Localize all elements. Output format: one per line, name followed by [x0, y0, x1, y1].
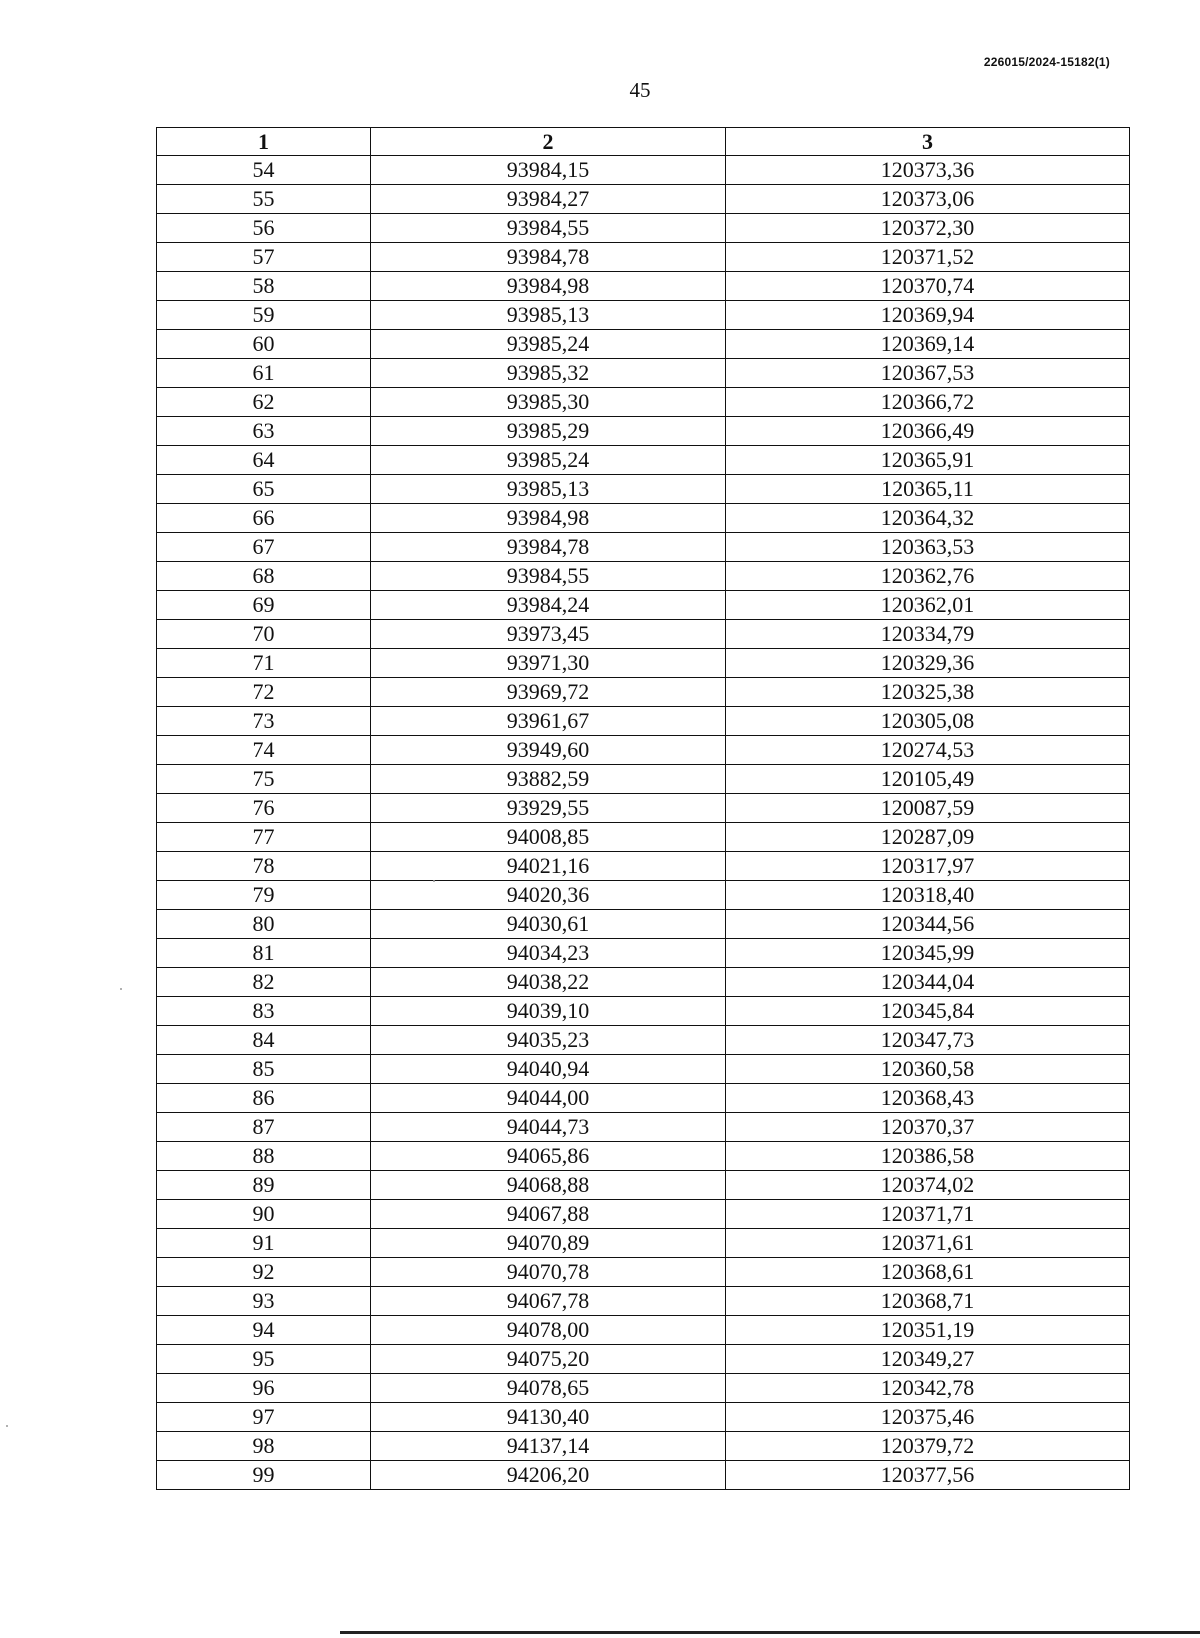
x-coordinate-cell: 93984,78 — [371, 243, 726, 272]
point-number-cell: 56 — [157, 214, 371, 243]
table-row — [157, 1142, 1130, 1171]
point-number-cell: 66 — [157, 504, 371, 533]
x-coordinate-cell: 93984,27 — [371, 185, 726, 214]
x-coordinate-cell: 94044,73 — [371, 1113, 726, 1142]
table-row — [157, 707, 1130, 736]
x-coordinate-cell: 94067,78 — [371, 1287, 726, 1316]
x-coordinate-cell: 93984,15 — [371, 156, 726, 185]
y-coordinate-cell: 120334,79 — [726, 620, 1130, 649]
y-coordinate-cell: 120365,11 — [726, 475, 1130, 504]
point-number-cell: 97 — [157, 1403, 371, 1432]
table-row — [157, 504, 1130, 533]
y-coordinate-cell: 120347,73 — [726, 1026, 1130, 1055]
y-coordinate-cell: 120371,52 — [726, 243, 1130, 272]
table-row — [157, 185, 1130, 214]
y-coordinate-cell: 120287,09 — [726, 823, 1130, 852]
point-number-cell: 88 — [157, 1142, 371, 1171]
table-header-row — [157, 128, 1130, 156]
table-row — [157, 620, 1130, 649]
y-coordinate-cell: 120349,27 — [726, 1345, 1130, 1374]
x-coordinate-cell: 94039,10 — [371, 997, 726, 1026]
point-number-cell: 63 — [157, 417, 371, 446]
y-coordinate-cell: 120329,36 — [726, 649, 1130, 678]
table-row — [157, 852, 1130, 881]
x-coordinate-cell: 93984,55 — [371, 562, 726, 591]
point-number-cell: 72 — [157, 678, 371, 707]
x-coordinate-cell: 93971,30 — [371, 649, 726, 678]
x-coordinate-cell: 93973,45 — [371, 620, 726, 649]
table-row — [157, 591, 1130, 620]
page-number: 45 — [629, 78, 651, 102]
x-coordinate-cell: 94065,86 — [371, 1142, 726, 1171]
y-coordinate-cell: 120344,56 — [726, 910, 1130, 939]
x-coordinate-cell: 93984,98 — [371, 504, 726, 533]
table-row — [157, 1171, 1130, 1200]
x-coordinate-cell: 94067,88 — [371, 1200, 726, 1229]
y-coordinate-cell: 120386,58 — [726, 1142, 1130, 1171]
coordinates-table-container — [156, 127, 1129, 1490]
table-row — [157, 1084, 1130, 1113]
x-coordinate-cell: 94038,22 — [371, 968, 726, 997]
coordinates-table — [156, 127, 1130, 1490]
x-coordinate-cell: 93985,29 — [371, 417, 726, 446]
scan-speck — [6, 1425, 8, 1427]
column-header-1: 1 — [157, 128, 371, 156]
y-coordinate-cell: 120371,61 — [726, 1229, 1130, 1258]
x-coordinate-cell: 94034,23 — [371, 939, 726, 968]
y-coordinate-cell: 120368,71 — [726, 1287, 1130, 1316]
table-row — [157, 243, 1130, 272]
y-coordinate-cell: 120372,30 — [726, 214, 1130, 243]
table-row — [157, 1026, 1130, 1055]
point-number-cell: 83 — [157, 997, 371, 1026]
table-row — [157, 1229, 1130, 1258]
y-coordinate-cell: 120367,53 — [726, 359, 1130, 388]
y-coordinate-cell: 120368,61 — [726, 1258, 1130, 1287]
x-coordinate-cell: 93929,55 — [371, 794, 726, 823]
table-row — [157, 1200, 1130, 1229]
point-number-cell: 89 — [157, 1171, 371, 1200]
table-row — [157, 881, 1130, 910]
y-coordinate-cell: 120087,59 — [726, 794, 1130, 823]
y-coordinate-cell: 120373,06 — [726, 185, 1130, 214]
point-number-cell: 99 — [157, 1461, 371, 1490]
point-number-cell: 85 — [157, 1055, 371, 1084]
table-row — [157, 388, 1130, 417]
point-number-cell: 74 — [157, 736, 371, 765]
x-coordinate-cell: 94040,94 — [371, 1055, 726, 1084]
point-number-cell: 64 — [157, 446, 371, 475]
table-row — [157, 359, 1130, 388]
table-row — [157, 475, 1130, 504]
table-row — [157, 446, 1130, 475]
point-number-cell: 78 — [157, 852, 371, 881]
point-number-cell: 87 — [157, 1113, 371, 1142]
point-number-cell: 86 — [157, 1084, 371, 1113]
point-number-cell: 62 — [157, 388, 371, 417]
point-number-cell: 73 — [157, 707, 371, 736]
y-coordinate-cell: 120365,91 — [726, 446, 1130, 475]
table-row — [157, 649, 1130, 678]
column-header-3: 3 — [726, 128, 1130, 156]
point-number-cell: 55 — [157, 185, 371, 214]
y-coordinate-cell: 120342,78 — [726, 1374, 1130, 1403]
table-row — [157, 1113, 1130, 1142]
table-row — [157, 823, 1130, 852]
y-coordinate-cell: 120375,46 — [726, 1403, 1130, 1432]
y-coordinate-cell: 120274,53 — [726, 736, 1130, 765]
x-coordinate-cell: 93985,24 — [371, 446, 726, 475]
y-coordinate-cell: 120366,49 — [726, 417, 1130, 446]
point-number-cell: 77 — [157, 823, 371, 852]
x-coordinate-cell: 93985,24 — [371, 330, 726, 359]
point-number-cell: 59 — [157, 301, 371, 330]
x-coordinate-cell: 93882,59 — [371, 765, 726, 794]
x-coordinate-cell: 94206,20 — [371, 1461, 726, 1490]
table-body — [157, 156, 1130, 1490]
point-number-cell: 80 — [157, 910, 371, 939]
y-coordinate-cell: 120377,56 — [726, 1461, 1130, 1490]
x-coordinate-cell: 93984,24 — [371, 591, 726, 620]
table-row — [157, 1316, 1130, 1345]
x-coordinate-cell: 93985,13 — [371, 301, 726, 330]
y-coordinate-cell: 120371,71 — [726, 1200, 1130, 1229]
point-number-cell: 79 — [157, 881, 371, 910]
x-coordinate-cell: 94070,89 — [371, 1229, 726, 1258]
table-row — [157, 417, 1130, 446]
x-coordinate-cell: 93984,78 — [371, 533, 726, 562]
table-row — [157, 794, 1130, 823]
y-coordinate-cell: 120374,02 — [726, 1171, 1130, 1200]
x-coordinate-cell: 94035,23 — [371, 1026, 726, 1055]
y-coordinate-cell: 120351,19 — [726, 1316, 1130, 1345]
table-row — [157, 562, 1130, 591]
table-row — [157, 910, 1130, 939]
x-coordinate-cell: 94030,61 — [371, 910, 726, 939]
y-coordinate-cell: 120362,76 — [726, 562, 1130, 591]
y-coordinate-cell: 120364,32 — [726, 504, 1130, 533]
y-coordinate-cell: 120305,08 — [726, 707, 1130, 736]
table-row — [157, 1403, 1130, 1432]
table-row — [157, 1374, 1130, 1403]
table-row — [157, 533, 1130, 562]
x-coordinate-cell: 94075,20 — [371, 1345, 726, 1374]
x-coordinate-cell: 94044,00 — [371, 1084, 726, 1113]
y-coordinate-cell: 120370,37 — [726, 1113, 1130, 1142]
x-coordinate-cell: 94137,14 — [371, 1432, 726, 1461]
point-number-cell: 95 — [157, 1345, 371, 1374]
table-row — [157, 301, 1130, 330]
x-coordinate-cell: 94020,36 — [371, 881, 726, 910]
x-coordinate-cell: 93985,13 — [371, 475, 726, 504]
y-coordinate-cell: 120325,38 — [726, 678, 1130, 707]
bottom-scan-line — [340, 1631, 1200, 1634]
y-coordinate-cell: 120362,01 — [726, 591, 1130, 620]
y-coordinate-cell: 120379,72 — [726, 1432, 1130, 1461]
point-number-cell: 90 — [157, 1200, 371, 1229]
table-row — [157, 1345, 1130, 1374]
x-coordinate-cell: 94130,40 — [371, 1403, 726, 1432]
point-number-cell: 81 — [157, 939, 371, 968]
y-coordinate-cell: 120345,84 — [726, 997, 1130, 1026]
point-number-cell: 91 — [157, 1229, 371, 1258]
point-number-cell: 84 — [157, 1026, 371, 1055]
point-number-cell: 76 — [157, 794, 371, 823]
y-coordinate-cell: 120317,97 — [726, 852, 1130, 881]
y-coordinate-cell: 120318,40 — [726, 881, 1130, 910]
scan-speck — [433, 880, 435, 882]
point-number-cell: 58 — [157, 272, 371, 301]
scan-speck — [120, 988, 122, 990]
x-coordinate-cell: 93984,55 — [371, 214, 726, 243]
x-coordinate-cell: 94078,00 — [371, 1316, 726, 1345]
y-coordinate-cell: 120366,72 — [726, 388, 1130, 417]
x-coordinate-cell: 94078,65 — [371, 1374, 726, 1403]
point-number-cell: 98 — [157, 1432, 371, 1461]
point-number-cell: 61 — [157, 359, 371, 388]
point-number-cell: 67 — [157, 533, 371, 562]
point-number-cell: 54 — [157, 156, 371, 185]
x-coordinate-cell: 93985,30 — [371, 388, 726, 417]
y-coordinate-cell: 120369,94 — [726, 301, 1130, 330]
y-coordinate-cell: 120344,04 — [726, 968, 1130, 997]
table-row — [157, 765, 1130, 794]
y-coordinate-cell: 120363,53 — [726, 533, 1130, 562]
table-row — [157, 678, 1130, 707]
table-row — [157, 156, 1130, 185]
point-number-cell: 69 — [157, 591, 371, 620]
point-number-cell: 70 — [157, 620, 371, 649]
point-number-cell: 57 — [157, 243, 371, 272]
x-coordinate-cell: 93961,67 — [371, 707, 726, 736]
table-row — [157, 939, 1130, 968]
y-coordinate-cell: 120373,36 — [726, 156, 1130, 185]
point-number-cell: 93 — [157, 1287, 371, 1316]
table-row — [157, 968, 1130, 997]
table-row — [157, 1055, 1130, 1084]
y-coordinate-cell: 120369,14 — [726, 330, 1130, 359]
table-row — [157, 1432, 1130, 1461]
x-coordinate-cell: 94021,16 — [371, 852, 726, 881]
y-coordinate-cell: 120370,74 — [726, 272, 1130, 301]
column-header-2: 2 — [371, 128, 726, 156]
y-coordinate-cell: 120360,58 — [726, 1055, 1130, 1084]
document-id: 226015/2024-15182(1) — [983, 55, 1110, 69]
table-row — [157, 736, 1130, 765]
point-number-cell: 60 — [157, 330, 371, 359]
table-row — [157, 214, 1130, 243]
table-row — [157, 1461, 1130, 1490]
point-number-cell: 71 — [157, 649, 371, 678]
x-coordinate-cell: 94070,78 — [371, 1258, 726, 1287]
x-coordinate-cell: 93949,60 — [371, 736, 726, 765]
point-number-cell: 68 — [157, 562, 371, 591]
table-row — [157, 997, 1130, 1026]
table-row — [157, 1287, 1130, 1316]
table-row — [157, 272, 1130, 301]
x-coordinate-cell: 94008,85 — [371, 823, 726, 852]
point-number-cell: 92 — [157, 1258, 371, 1287]
point-number-cell: 65 — [157, 475, 371, 504]
y-coordinate-cell: 120368,43 — [726, 1084, 1130, 1113]
point-number-cell: 75 — [157, 765, 371, 794]
x-coordinate-cell: 93984,98 — [371, 272, 726, 301]
point-number-cell: 94 — [157, 1316, 371, 1345]
x-coordinate-cell: 93969,72 — [371, 678, 726, 707]
y-coordinate-cell: 120105,49 — [726, 765, 1130, 794]
point-number-cell: 82 — [157, 968, 371, 997]
x-coordinate-cell: 94068,88 — [371, 1171, 726, 1200]
point-number-cell: 96 — [157, 1374, 371, 1403]
table-row — [157, 1258, 1130, 1287]
x-coordinate-cell: 93985,32 — [371, 359, 726, 388]
y-coordinate-cell: 120345,99 — [726, 939, 1130, 968]
table-row — [157, 330, 1130, 359]
